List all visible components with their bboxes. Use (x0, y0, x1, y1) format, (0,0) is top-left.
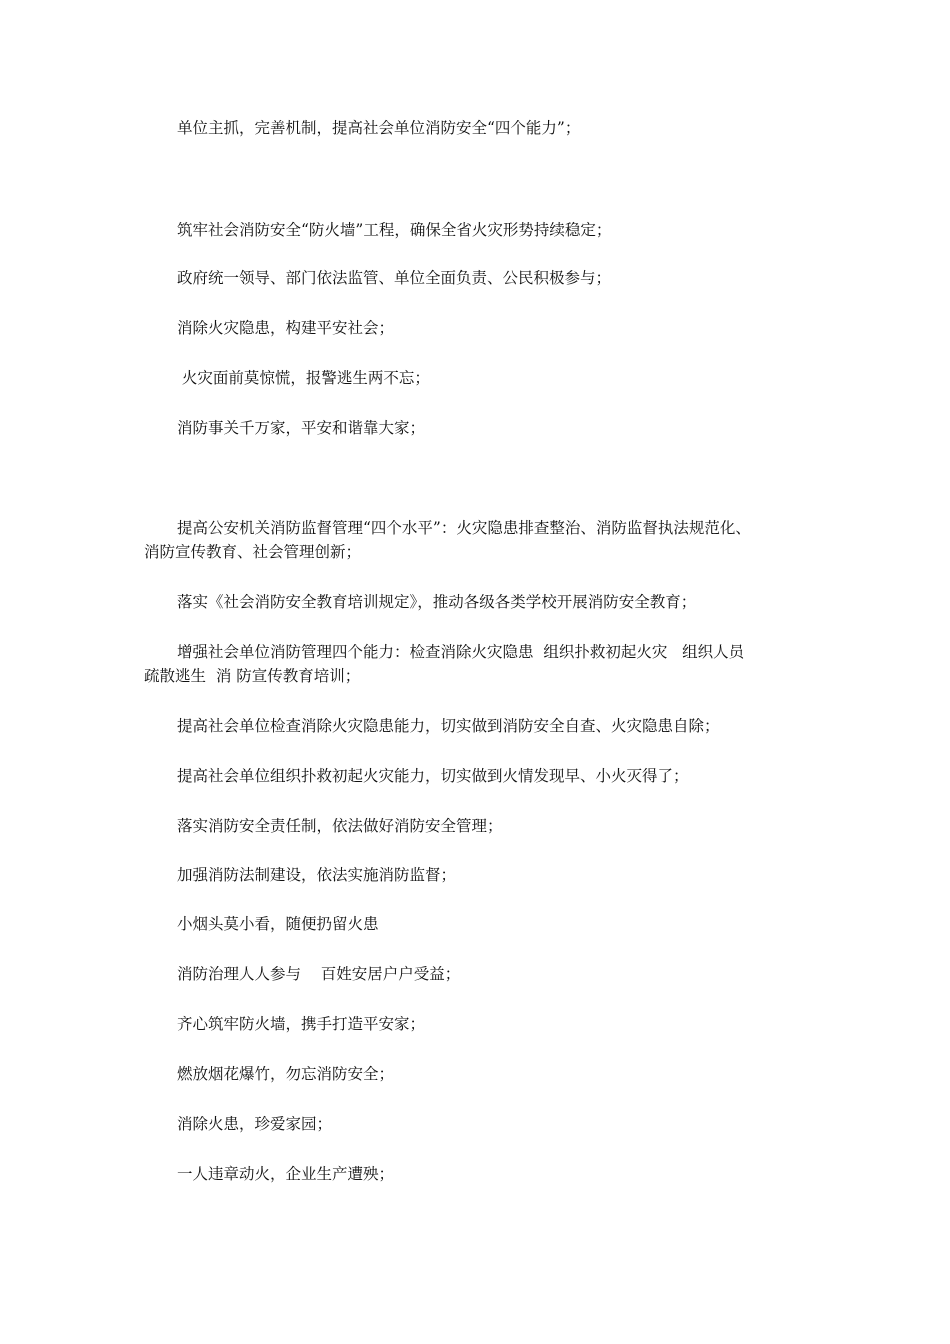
text-line-21: 一人违章动火，企业生产遭殃； (177, 1165, 395, 1183)
text-line-20: 消除火患，珍爱家园； (177, 1115, 333, 1133)
text-line-8: 消防宣传教育、社会管理创新； (144, 543, 362, 561)
text-line-18: 齐心筑牢防火墙，携手打造平安家； (177, 1015, 426, 1033)
text-line-14: 落实消防安全责任制，依法做好消防安全管理； (177, 817, 503, 835)
text-line-3: 政府统一领导、部门依法监管、单位全面负责、公民积极参与； (177, 269, 612, 287)
text-line-11: 疏散逃生 消 防宣传教育培训； (144, 667, 361, 685)
text-line-13: 提高社会单位组织扑救初起火灾能力，切实做到火情发现早、小火灭得了； (177, 767, 689, 785)
text-line-19: 燃放烟花爆竹，勿忘消防安全； (177, 1065, 395, 1083)
text-line-1: 单位主抓，完善机制，提高社会单位消防安全“四个能力”； (177, 119, 581, 137)
text-line-4: 消除火灾隐患，构建平安社会； (177, 319, 395, 337)
text-line-16: 小烟头莫小看，随便扔留火患 (177, 915, 379, 933)
text-line-17: 消防治理人人参与 百姓安居户户受益； (177, 965, 461, 983)
text-line-15: 加强消防法制建设，依法实施消防监督； (177, 866, 457, 884)
text-line-12: 提高社会单位检查消除火灾隐患能力，切实做到消防安全自查、火灾隐患自除； (177, 717, 720, 735)
text-line-5: 火灾面前莫惊慌，报警逃生两不忘； (177, 369, 430, 387)
text-line-7: 提高公安机关消防监督管理“四个水平”：火灾隐患排查整治、消防监督执法规范化、 (177, 519, 751, 537)
text-line-2: 筑牢社会消防安全“防火墙”工程，确保全省火灾形势持续稳定； (177, 221, 612, 239)
text-line-9: 落实《社会消防安全教育培训规定》，推动各级各类学校开展消防安全教育； (177, 593, 697, 611)
text-line-10: 增强社会单位消防管理四个能力：检查消除火灾隐患 组织扑救初起火灾 组织人员 (177, 643, 745, 661)
text-line-6: 消防事关千万家，平安和谐靠大家； (177, 419, 426, 437)
